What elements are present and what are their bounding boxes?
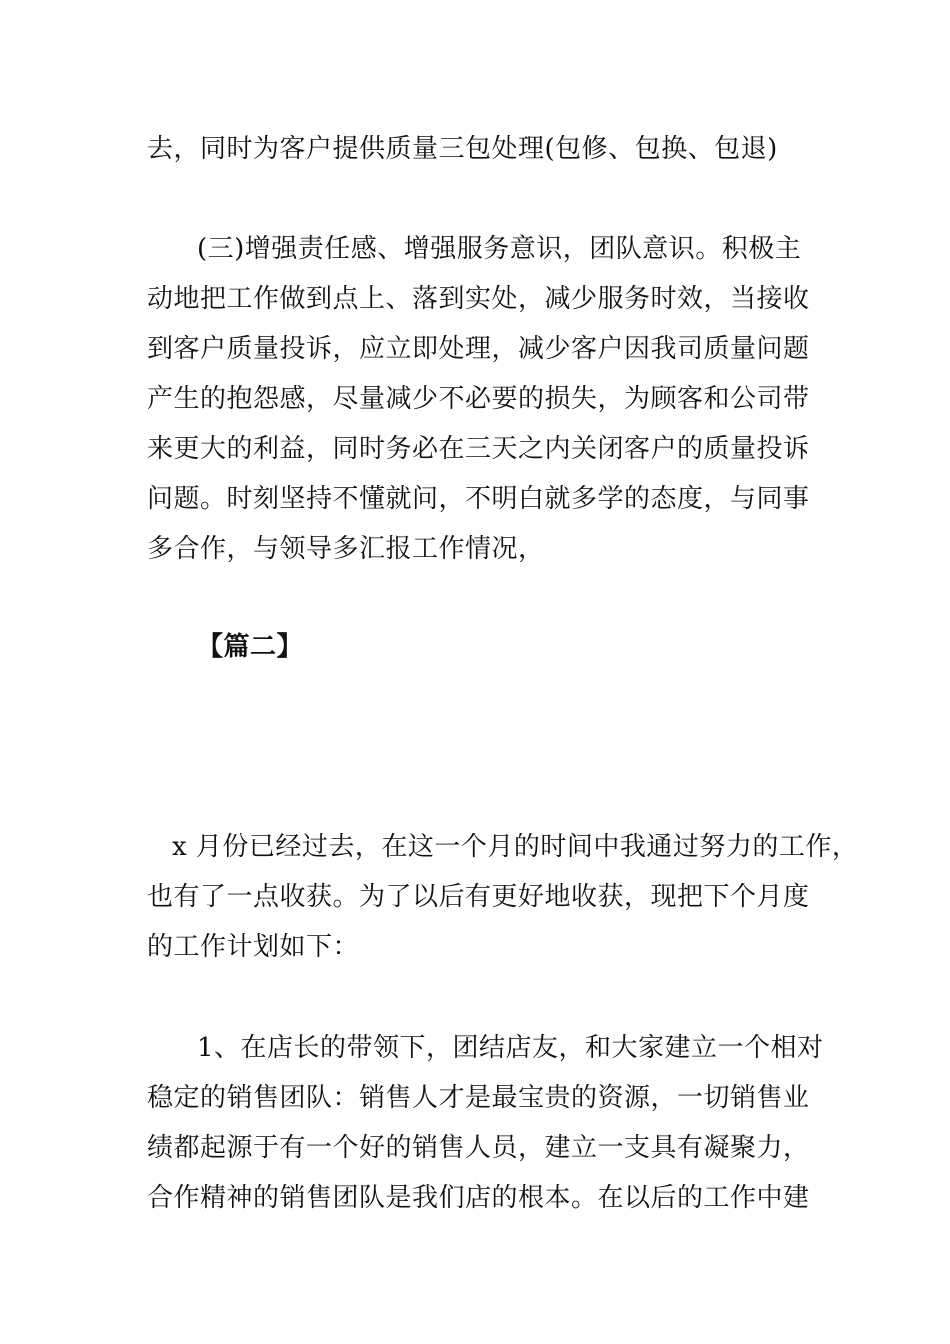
paragraph-2-line-2: 动地把工作做到点上、落到实处，减少服务时效，当接收: [147, 284, 810, 314]
section-heading: 【篇二】: [197, 632, 304, 662]
paragraph-3-line-2: 也有了一点收获。为了以后有更好地收获，现把下个月度: [147, 882, 810, 912]
paragraph-3-line-1: x 月份已经过去，在这一个月的时间中我通过努力的工作，: [172, 832, 859, 862]
paragraph-4-line-1: 1、在店长的带领下，团结店友，和大家建立一个相对: [197, 1033, 824, 1063]
paragraph-2-line-7: 多合作，与领导多汇报工作情况，: [147, 534, 545, 564]
paragraph-4-line-4: 合作精神的销售团队是我们店的根本。在以后的工作中建: [147, 1183, 810, 1213]
paragraph-2-line-6: 问题。时刻坚持不懂就问，不明白就多学的态度，与同事: [147, 484, 810, 514]
paragraph-2-line-4: 产生的抱怨感，尽量减少不必要的损失，为顾客和公司带: [147, 384, 810, 414]
paragraph-4-line-2: 稳定的销售团队：销售人才是最宝贵的资源，一切销售业: [147, 1083, 810, 1113]
paragraph-2-line-3: 到客户质量投诉，应立即处理，减少客户因我司质量问题: [147, 334, 810, 364]
paragraph-3-line-3: 的工作计划如下：: [147, 932, 360, 962]
paragraph-2-line-1: (三)增强责任感、增强服务意识，团队意识。积极主: [197, 234, 802, 264]
paragraph-2-line-5: 来更大的利益，同时务必在三天之内关闭客户的质量投诉: [147, 434, 810, 464]
paragraph-1-line-1: 去，同时为客户提供质量三包处理(包修、包换、包退): [147, 134, 778, 164]
paragraph-4-line-3: 绩都起源于有一个好的销售人员，建立一支具有凝聚力，: [147, 1133, 810, 1163]
